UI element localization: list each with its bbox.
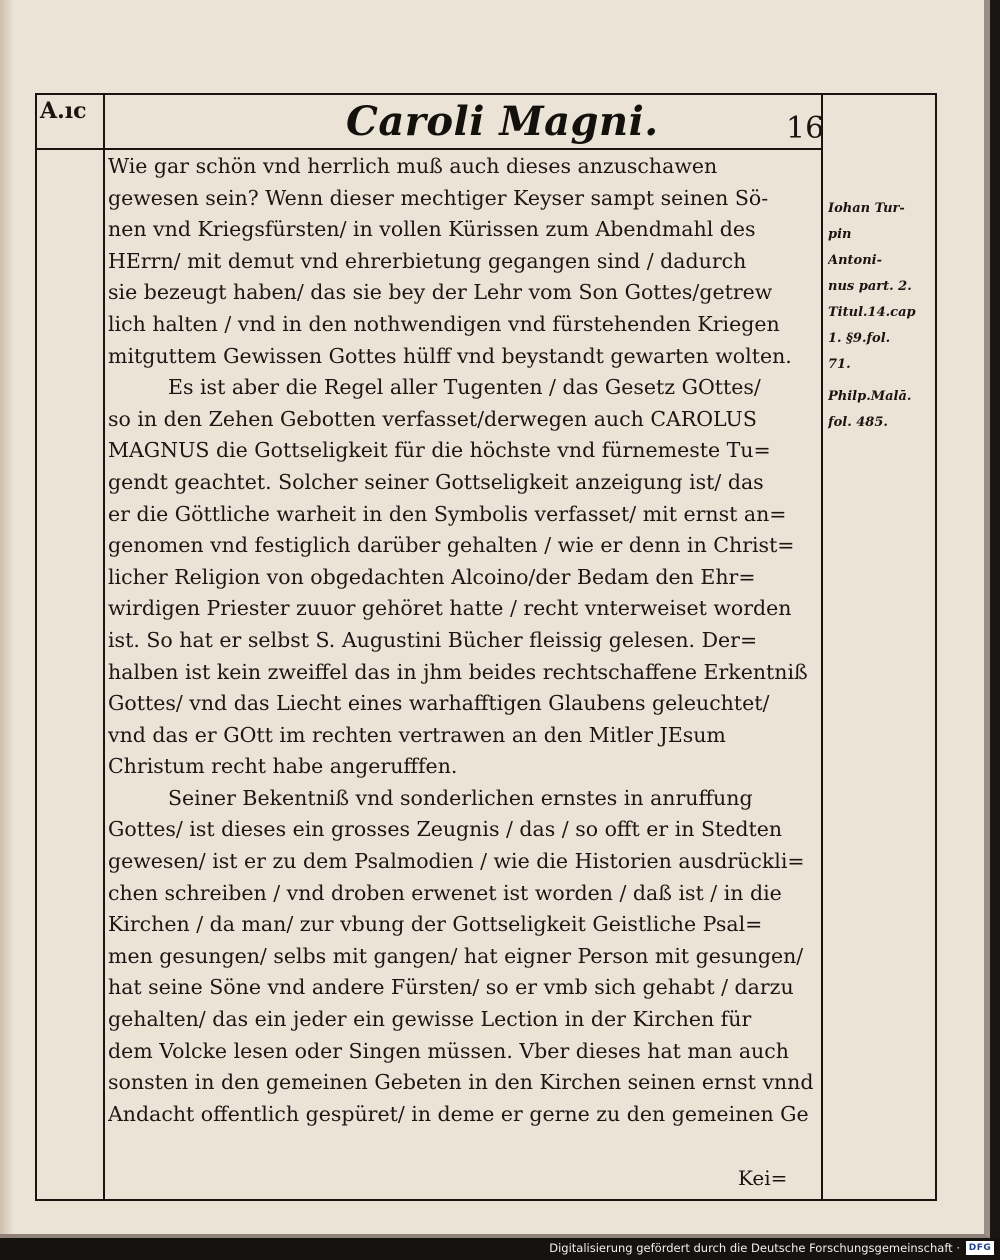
body-line: Gottes/ vnd das Liecht eines warhafftigen Glaubens geleuchtet/ (108, 691, 770, 716)
body-line: MAGNUS die Gottseligkeit für die höchste vnd fürnemeste Tu= (108, 438, 771, 463)
funding-credit: Digitalisierung gefördert durch die Deutsche Forschungsgemeinschaft · (549, 1241, 960, 1255)
body-line: vnd das er GOtt im rechten vertrawen an den Mitler JEsum (108, 722, 726, 747)
body-line: dem Volcke lesen oder Singen müssen. Vber dieses hat man auch (108, 1038, 789, 1063)
body-line: Gottes/ ist dieses ein grosses Zeugnis / das / so offt er in Stedten (108, 817, 783, 842)
margin-note: 71. (828, 357, 851, 372)
body-line: sie bezeugt haben/ das sie bey der Lehr vom Son Gottes/getrew (108, 280, 773, 305)
body-line: chen schreiben / vnd droben erwenet ist worden / daß ist / in die (108, 880, 782, 905)
body-line: genomen vnd festiglich darüber gehalten / wie er denn in Christ= (108, 533, 795, 558)
body-line: gewesen/ ist er zu dem Psalmodien / wie die Historien ausdrückli= (108, 849, 805, 874)
margin-note: Antoni- (828, 253, 882, 268)
dfg-logo-icon: DFG (966, 1241, 994, 1255)
body-line: Es ist aber die Regel aller Tugenten / das Gesetz GOttes/ (168, 375, 761, 400)
body-line: ist. So hat er selbst S. Augustini Bücher fleissig gelesen. Der= (108, 627, 758, 652)
body-line: men gesungen/ selbs mit gangen/ hat eigner Person mit gesungen/ (108, 943, 804, 968)
margin-note: pin (828, 227, 852, 242)
margin-note: Titul.14.cap (828, 305, 916, 320)
body-line: gewesen sein? Wenn dieser mechtiger Keyser sampt seinen Sö- (108, 185, 769, 210)
body-line: gendt geachtet. Solcher seiner Gottseligkeit anzeigung ist/ das (108, 469, 764, 494)
margin-note: fol. 485. (828, 415, 888, 430)
body-line: er die Göttliche warheit in den Symbolis verfasset/ mit ernst an= (108, 501, 787, 526)
body-line: Andacht offentlich gespüret/ in deme er gerne zu den gemeinen Ge (108, 1101, 809, 1126)
body-line: halben ist kein zweiffel das in jhm beides rechtschaffene Erkentniß (108, 659, 808, 684)
body-line: nen vnd Kriegsfürsten/ in vollen Kürissen zum Abendmahl des (108, 217, 756, 242)
body-line: so in den Zehen Gebotten verfasset/derwegen auch CAROLUS (108, 406, 757, 431)
body-line: licher Religion von obgedachten Alcoino/der Bedam den Ehr= (108, 564, 756, 589)
body-line: Wie gar schön vnd herrlich muß auch dieses anzuschawen (108, 154, 718, 178)
body-line: mitguttem Gewissen Gottes hülff vnd beystandt gewarten wolten. (108, 343, 792, 368)
margin-note: Philp.Malā. (828, 389, 912, 404)
margin-notes (828, 196, 934, 436)
margin-note: 1. §9.fol. (828, 331, 891, 346)
footer-bar (0, 1238, 1000, 1260)
body-line: sonsten in den gemeinen Gebeten in den Kirchen seinen ernst vnnd (108, 1070, 814, 1095)
body-line: wirdigen Priester zuuor gehöret hatte / recht vnterweiset worden (108, 596, 792, 621)
body-line: Christum recht habe angerufffen. (108, 754, 458, 779)
header-rule (35, 148, 823, 150)
body-text (108, 151, 816, 1130)
body-line: gehalten/ das ein jeder ein gewisse Lection in der Kirchen für (108, 1007, 752, 1032)
signature-mark: A.ıc (40, 98, 87, 124)
page-number: 16 (786, 111, 825, 146)
margin-note: Iohan Tur- (828, 201, 905, 216)
catchword: Kei= (738, 1166, 788, 1190)
margin-note: nus part. 2. (828, 279, 912, 294)
body-line: lich halten / vnd in den nothwendigen vnd fürstehenden Kriegen (108, 311, 780, 336)
running-title: Caroli Magni. (346, 98, 659, 145)
body-line: Kirchen / da man/ zur vbung der Gottseligkeit Geistliche Psal= (108, 912, 763, 937)
body-line: hat seine Söne vnd andere Fürsten/ so er vmb sich gehabt / darzu (108, 975, 794, 1000)
body-line: HErrn/ mit demut vnd ehrerbietung gegangen sind / dadurch (108, 248, 747, 273)
body-line: Seiner Bekentniß vnd sonderlichen ernstes in anruffung (168, 785, 753, 810)
